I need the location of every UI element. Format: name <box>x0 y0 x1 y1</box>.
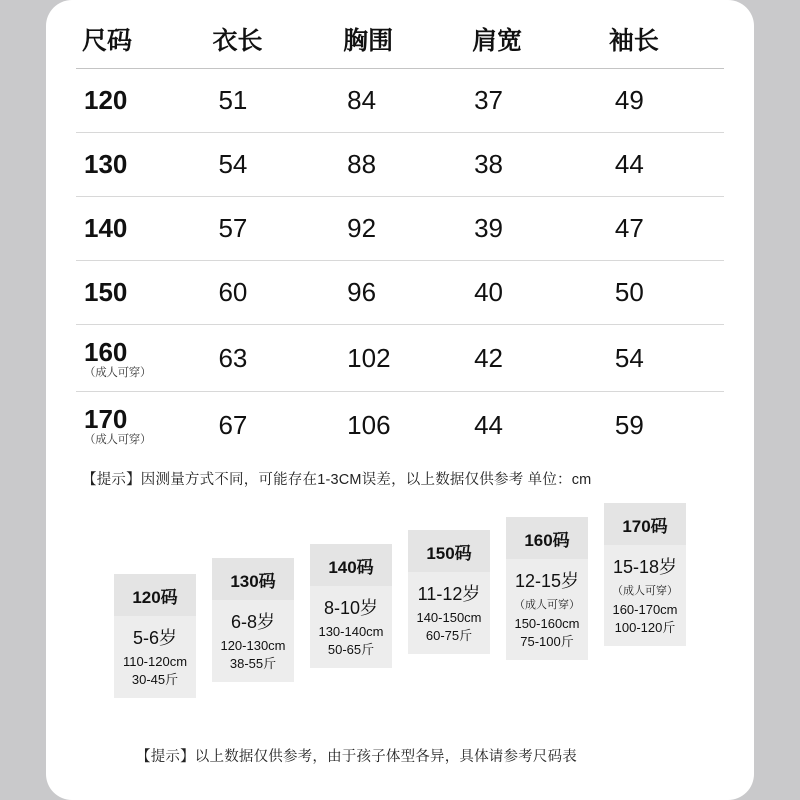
cell-size <box>76 392 190 459</box>
age-block-height: 140-150cm <box>416 610 482 625</box>
age-block-age: 8-10岁 <box>323 598 379 618</box>
measurement-tip: 【提示】因测量方式不同，可能存在1-3CM误差，以上数据仅供参考 单位：cm <box>82 472 592 488</box>
cell-length: 51 <box>190 69 315 133</box>
cell-size: 150 <box>76 261 190 325</box>
table-row <box>76 392 724 459</box>
cell-sleeve: 47 <box>581 197 724 261</box>
column-header-sleeve: 袖长 <box>608 27 659 55</box>
table-row <box>76 133 724 197</box>
age-block-height: 160-170cm <box>612 602 678 617</box>
size-chart-card <box>46 0 754 800</box>
cell-length: 63 <box>190 325 315 392</box>
age-block-code: 120码 <box>114 574 196 616</box>
cell-size: 130 <box>76 133 190 197</box>
age-block-body <box>310 586 392 668</box>
cell-bust: 88 <box>315 133 450 197</box>
age-block-code: 130码 <box>212 558 294 600</box>
table-row <box>76 69 724 133</box>
age-block-age: 11-12岁 <box>417 584 481 604</box>
cell-sleeve: 54 <box>581 325 724 392</box>
cell-length: 54 <box>190 133 315 197</box>
table-row <box>76 325 724 392</box>
cell-length: 60 <box>190 261 315 325</box>
cell-size-value: 160 <box>84 336 128 367</box>
cell-size-note: （成人可穿） <box>84 366 152 379</box>
age-block-age: 6-8岁 <box>230 612 275 632</box>
age-block-body <box>604 545 686 646</box>
age-block <box>212 558 294 682</box>
age-block-weight: 50-65斤 <box>327 641 375 657</box>
cell-size: 140 <box>76 197 190 261</box>
age-block-body <box>506 559 588 660</box>
age-block-weight: 60-75斤 <box>425 627 473 643</box>
age-block-height: 130-140cm <box>318 624 384 639</box>
age-block-body <box>212 600 294 682</box>
column-header-bust: 胸围 <box>343 27 394 55</box>
cell-size-value: 170 <box>84 403 128 434</box>
table-row <box>76 197 724 261</box>
column-header-length: 衣长 <box>212 27 263 55</box>
cell-shoulder: 42 <box>450 325 581 392</box>
cell-length: 67 <box>218 409 248 440</box>
age-block-weight: 38-55斤 <box>229 655 277 671</box>
age-block-code: 150码 <box>408 530 490 572</box>
reference-tip: 【提示】以上数据仅供参考，由于孩子体型各异，具体请参考尺码表 <box>136 749 577 765</box>
age-block-weight: 100-120斤 <box>614 619 676 635</box>
age-block-height: 150-160cm <box>514 616 580 631</box>
cell-size-note: （成人可穿） <box>84 433 152 446</box>
cell-bust: 106 <box>347 409 391 440</box>
age-block-height: 120-130cm <box>220 638 286 653</box>
cell-size: 120 <box>76 69 190 133</box>
table-header-row <box>76 14 724 69</box>
cell-shoulder: 39 <box>450 197 581 261</box>
age-block-adult-note: （成人可穿） <box>514 599 580 611</box>
age-block-body <box>408 572 490 654</box>
age-block-group <box>46 516 754 716</box>
cell-sleeve: 59 <box>614 409 644 440</box>
age-block-code: 170码 <box>604 503 686 545</box>
age-block-age: 5-6岁 <box>132 628 177 648</box>
column-header-shoulder: 肩宽 <box>472 27 523 55</box>
age-block-adult-note: （成人可穿） <box>612 585 678 597</box>
age-block <box>506 517 588 660</box>
size-table <box>76 14 724 458</box>
age-block <box>408 530 490 654</box>
age-block-code: 140码 <box>310 544 392 586</box>
age-block <box>114 574 196 698</box>
cell-bust: 102 <box>315 325 450 392</box>
table-row <box>76 261 724 325</box>
age-block-weight: 30-45斤 <box>131 671 179 687</box>
age-block-weight: 75-100斤 <box>520 633 574 649</box>
age-block-height: 110-120cm <box>122 654 188 669</box>
column-header-size: 尺码 <box>82 27 133 55</box>
age-block <box>310 544 392 668</box>
age-block-body <box>114 616 196 698</box>
cell-sleeve: 50 <box>581 261 724 325</box>
cell-shoulder: 40 <box>450 261 581 325</box>
cell-sleeve: 44 <box>581 133 724 197</box>
cell-length: 57 <box>190 197 315 261</box>
cell-bust: 96 <box>315 261 450 325</box>
cell-shoulder: 44 <box>474 409 503 440</box>
cell-shoulder: 38 <box>450 133 581 197</box>
age-block-age: 15-18岁 <box>612 557 678 577</box>
cell-bust: 84 <box>315 69 450 133</box>
cell-shoulder: 37 <box>450 69 581 133</box>
cell-size <box>76 325 190 392</box>
age-block <box>604 503 686 646</box>
cell-sleeve: 49 <box>581 69 724 133</box>
age-block-code: 160码 <box>506 517 588 559</box>
age-block-age: 12-15岁 <box>514 571 580 591</box>
cell-bust: 92 <box>315 197 450 261</box>
